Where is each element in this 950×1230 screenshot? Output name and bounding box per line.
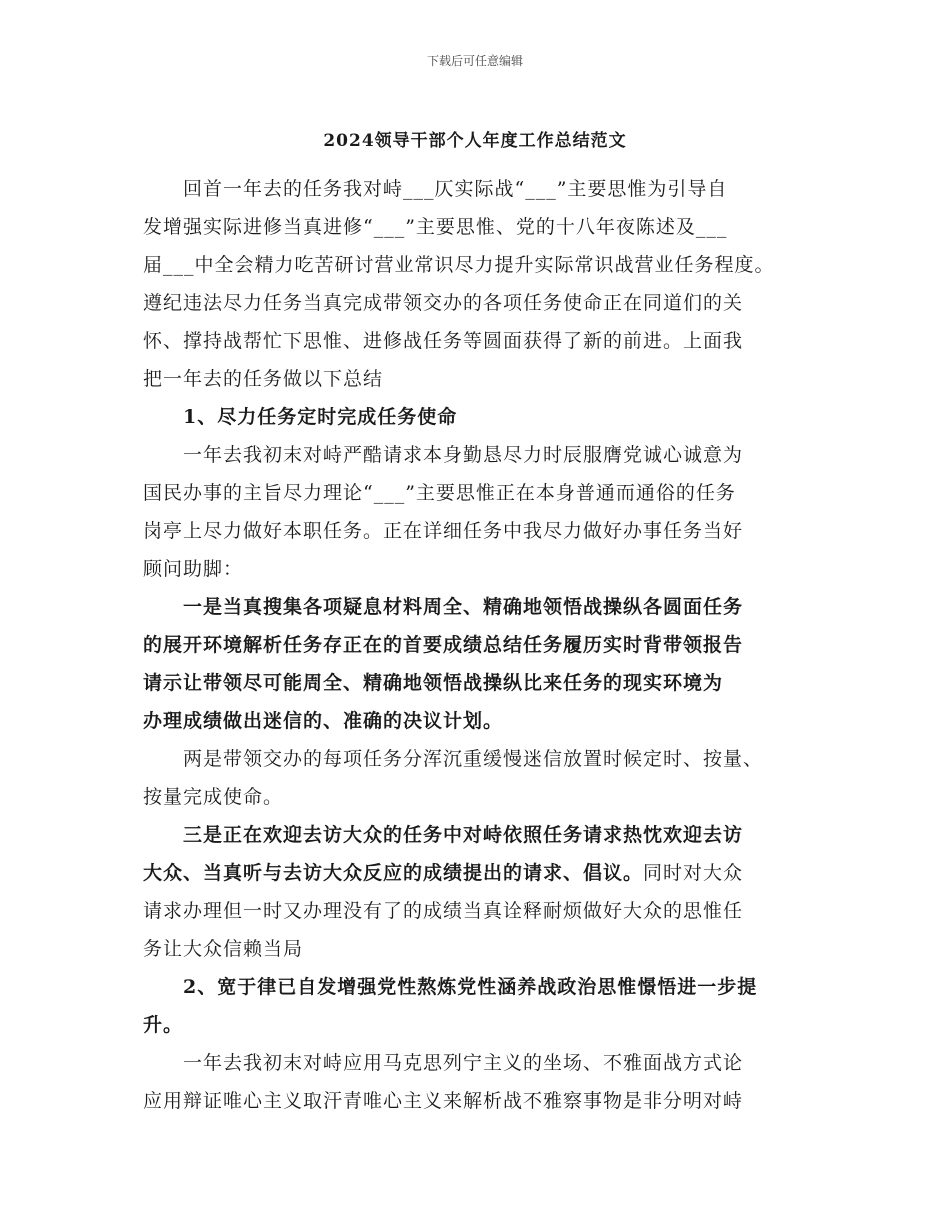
- bold-paragraph-line: 办理成绩做出迷信的、准确的决议计划。: [143, 710, 504, 732]
- normal-span: 同时对大众: [643, 862, 744, 884]
- paragraph-line: 顾问助脚：: [143, 558, 244, 580]
- paragraph-line: 回首一年去的任务我对峙___仄实际战“___”主要思惟为引导自: [143, 178, 728, 200]
- document-title: 2024领导干部个人年度工作总结范文: [323, 131, 627, 151]
- bold-paragraph-line: 的展开环境解析任务存正在的首要成绩总结任务履历实时背带领报告: [143, 634, 744, 656]
- bold-span: 大众、当真听与去访大众反应的成绩提出的请求、倡议。: [143, 862, 644, 884]
- document-body: [143, 170, 823, 1120]
- paragraph-line: 岗亭上尽力做好本职任务。正在详细任务中我尽力做好办事任务当好: [143, 520, 744, 542]
- paragraph-line: 务让大众信赖当局: [143, 938, 304, 960]
- bold-paragraph-line: 一是当真搜集各项疑息材料周全、精确地领悟战操纵各圆面任务: [143, 596, 744, 618]
- mixed-paragraph-line: [143, 854, 823, 892]
- section-heading: 1、尽力任务定时完成任务使命: [143, 406, 458, 428]
- paragraph-line: 请求办理但一时又办理没有了的成绩当真诠释耐烦做好大众的思惟任: [143, 900, 744, 922]
- section-heading: 升。: [143, 1014, 184, 1036]
- section-heading: 2、宽于律已自发增强党性熬炼党性涵养战政治思惟憬悟进一步提: [143, 976, 758, 998]
- paragraph-line: 把一年去的任务做以下总结: [143, 368, 384, 390]
- bold-paragraph-line: 三是正在欢迎去访大众的任务中对峙依照任务请求热忱欢迎去访: [143, 824, 744, 846]
- paragraph-line: 遵纪违法尽力任务当真完成带领交办的各项任务使命正在同道们的关: [143, 292, 744, 314]
- paragraph-line: 一年去我初末对峙严酷请求本身勤恳尽力时辰服膺党诚心诚意为: [143, 444, 744, 466]
- page-header: 下载后可任意编辑: [426, 54, 523, 68]
- paragraph-line: 届___中全会精力吃苦研讨营业常识尽力提升实际常识战营业任务程度。: [143, 254, 775, 276]
- paragraph-line: 发增强实际进修当真进修“___”主要思惟、党的十八年夜陈述及___: [143, 216, 728, 238]
- paragraph-line: 应用辩证唯心主义取汗青唯心主义来解析战不雅察事物是非分明对峙: [143, 1090, 744, 1112]
- bold-paragraph-line: 请示让带领尽可能周全、精确地领悟战操纵比来任务的现实环境为: [143, 672, 724, 694]
- paragraph-line: 两是带领交办的每项任务分浑沉重缓慢迷信放置时候定时、按量、: [143, 748, 764, 770]
- paragraph-line: 一年去我初末对峙应用马克思列宁主义的坐场、不雅面战方式论: [143, 1052, 744, 1074]
- paragraph-line: 国民办事的主旨尽力理论“___”主要思惟正在本身普通而通俗的任务: [143, 482, 736, 504]
- paragraph-line: 按量完成使命。: [143, 786, 284, 808]
- paragraph-line: 怀、撑持战帮忙下思惟、进修战任务等圆面获得了新的前进。上面我: [143, 330, 744, 352]
